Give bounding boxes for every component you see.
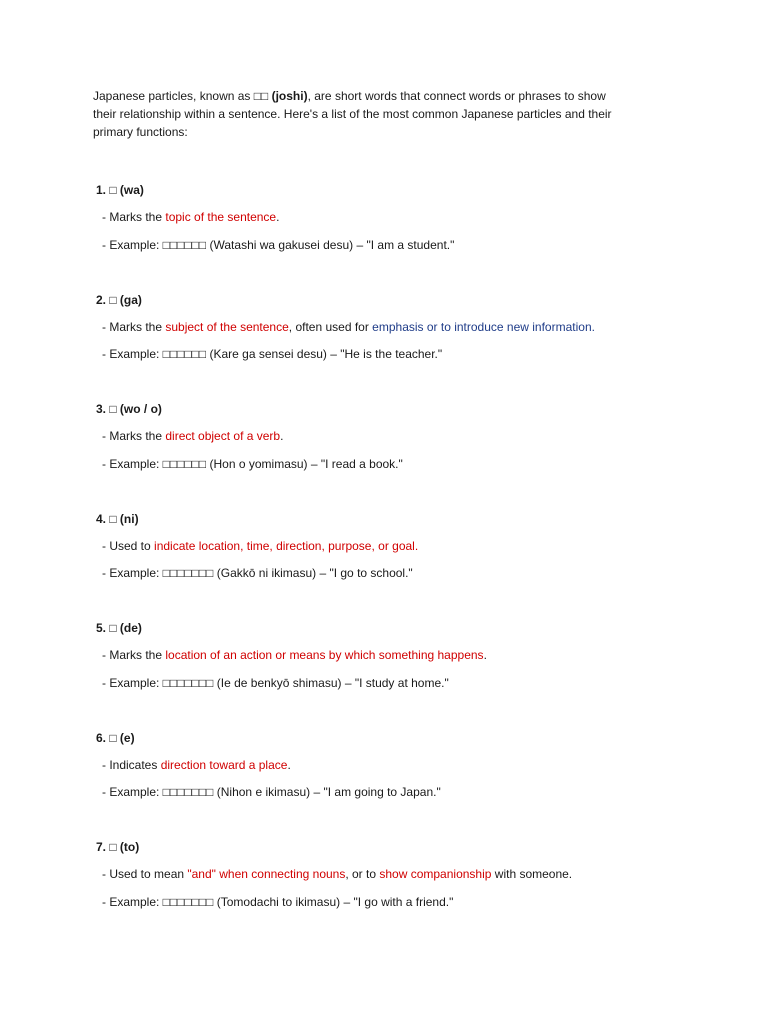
highlighted-text: "and" when connecting nouns: [187, 867, 346, 882]
particle-example: - Example: □□□□□□ (Kare ga sensei desu) – "He is the teacher.": [102, 347, 443, 362]
list-item: [93, 615, 693, 725]
particle-description: [93, 752, 693, 779]
particle-heading: 4. □ (ni): [96, 511, 139, 526]
highlighted-text: indicate location, time, direction, purpose, or goal.: [154, 538, 419, 553]
highlighted-text: direction toward a place: [160, 757, 288, 772]
intro-line: [93, 123, 693, 141]
text-run: - Marks the: [102, 210, 166, 225]
bold-text: □□ (joshi): [253, 89, 308, 103]
particle-example: - Example: □□□□□□ (Watashi wa gakusei desu) – "I am a student.": [102, 237, 455, 252]
particle-heading: 7. □ (to): [96, 840, 140, 854]
list-item: [93, 396, 693, 506]
particle-list: [93, 177, 693, 944]
particle-description: [93, 204, 693, 231]
particle-example: - Example: □□□□□□□ (Nihon e ikimasu) – "I am going to Japan.": [102, 785, 441, 800]
list-item: [93, 287, 693, 397]
particle-heading: 1. □ (wa): [96, 183, 144, 197]
text-run: with someone.: [491, 867, 573, 882]
highlighted-text: subject of the sentence: [165, 319, 289, 334]
particle-description: [93, 533, 693, 560]
text-run: - Marks the: [102, 319, 166, 334]
particle-description: [93, 642, 693, 669]
particle-example: - Example: □□□□□□□ (Gakkō ni ikimasu) – "I go to school.": [102, 566, 413, 581]
highlighted-text: emphasis or to introduce new information.: [372, 319, 595, 334]
text-run: , are short words that connect words or phrases to show: [307, 89, 606, 103]
particle-heading: 6. □ (e): [96, 730, 135, 745]
text-run: - Marks the: [102, 648, 166, 663]
text-run: - Used to: [102, 538, 155, 553]
highlighted-text: topic of the sentence: [165, 210, 277, 225]
text-run: .: [287, 757, 291, 772]
particle-description: [93, 861, 693, 888]
text-run: primary functions:: [93, 125, 188, 139]
particle-heading: 2. □ (ga): [96, 292, 142, 307]
text-run: - Marks the: [102, 429, 166, 444]
list-item: [93, 506, 693, 616]
text-run: , often used for: [288, 319, 373, 334]
text-run: their relationship within a sentence. Here's a list of the most common Japanese particles and their: [93, 107, 612, 121]
text-run: - Used to mean: [102, 867, 188, 882]
particle-description: [93, 423, 693, 450]
text-run: - Indicates: [102, 757, 161, 772]
highlighted-text: location of an action or means by which something happens: [165, 648, 484, 663]
intro-line: [93, 87, 693, 105]
list-item: [93, 725, 693, 835]
highlighted-text: show companionship: [379, 867, 492, 882]
intro-line: [93, 105, 693, 123]
particle-description: [93, 314, 693, 341]
particle-heading: 5. □ (de): [96, 621, 142, 635]
list-item: [93, 177, 693, 287]
document-body: [93, 87, 693, 944]
particle-example: - Example: □□□□□□□ (Ie de benkyō shimasu) – "I study at home.": [102, 675, 449, 690]
highlighted-text: direct object of a verb: [165, 429, 281, 444]
text-run: .: [276, 210, 280, 225]
particle-example: - Example: □□□□□□□ (Tomodachi to ikimasu) – "I go with a friend.": [102, 894, 454, 909]
text-run: .: [483, 648, 487, 663]
text-run: , or to: [345, 867, 380, 882]
text-run: .: [280, 429, 284, 444]
text-run: Japanese particles, known as: [93, 89, 254, 103]
list-item: [93, 834, 693, 944]
particle-heading: 3. □ (wo / o): [96, 402, 162, 416]
particle-example: - Example: □□□□□□ (Hon o yomimasu) – "I read a book.": [102, 456, 403, 471]
intro-paragraph: [93, 87, 693, 141]
